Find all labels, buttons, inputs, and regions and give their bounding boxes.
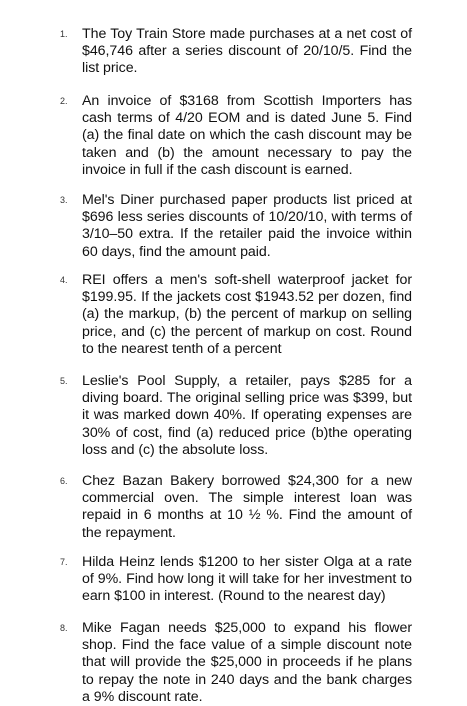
problem-text: Hilda Heinz lends $1200 to her sister Olga at a rate of 9%. Find how long it will take for her investment to earn $100 in interest. (Round to the nearest day) xyxy=(82,554,412,605)
problem-number: 2. xyxy=(60,96,68,106)
problem-text: An invoice of $3168 from Scottish Importers has cash terms of 4/20 EOM and is dated June 5. Find (a) the final date on which the cash discount may be taken and (b) the amount necessary to pay the invoice in full if the cash discount is earned. xyxy=(82,93,412,178)
problem-text: REI offers a men's soft-shell waterproof jacket for $199.95. If the jackets cost $1943.52 per dozen, find (a) the markup, (b) the percent of markup on selling price, and (c) the percent of markup on cost. Round to the nearest tenth of a percent xyxy=(82,272,412,357)
problem-number: 8. xyxy=(60,623,68,633)
problem-7 xyxy=(60,554,412,606)
problem-text: Chez Bazan Bakery borrowed $24,300 for a new commercial oven. The simple interest loan was repaid in 6 months at 10 ½ %. Find the amount of the repayment. xyxy=(82,473,412,541)
problem-text: Mike Fagan needs $25,000 to expand his flower shop. Find the face value of a simple discount note that will provide the $25,000 in proceeds if he plans to repay the note in 240 days and the bank charges a 9% discount rate. xyxy=(82,620,412,705)
problem-number: 3. xyxy=(60,195,68,205)
problem-text: The Toy Train Store made purchases at a net cost of $46,746 after a series discount of 20/10/5. Find the list price. xyxy=(82,26,412,77)
problem-number: 1. xyxy=(60,29,68,39)
problem-6 xyxy=(60,473,412,542)
problem-3 xyxy=(60,192,412,261)
problem-text: Mel's Diner purchased paper products list priced at $696 less series discounts of 10/20/10, with terms of 3/10–50 extra. If the retailer paid the invoice within 60 days, find the amount paid. xyxy=(82,192,412,260)
problem-text: Leslie's Pool Supply, a retailer, pays $285 for a diving board. The original selling price was $399, but it was marked down 40%. If operating expenses are 30% of cost, find (a) reduced price (b)the operating loss and (c) the absolute loss. xyxy=(82,373,412,458)
problem-8 xyxy=(60,620,412,706)
problem-number: 5. xyxy=(60,376,68,386)
problem-5 xyxy=(60,373,412,459)
problem-number: 6. xyxy=(60,476,68,486)
problem-number: 4. xyxy=(60,275,68,285)
problem-number: 7. xyxy=(60,557,68,567)
problem-2 xyxy=(60,93,412,179)
problem-1 xyxy=(60,26,412,78)
problem-4 xyxy=(60,272,412,358)
